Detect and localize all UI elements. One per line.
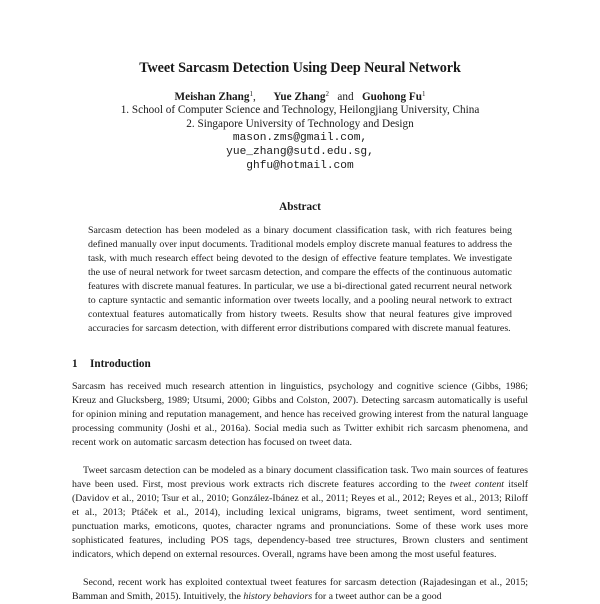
abstract-text: Sarcasm detection has been modeled as a binary document classification task, with rich features being defined manually over input documents. Traditional models employ discrete manual features to address the task, with much research effect being devoted to the design of effective feature templates. We investigate the use of neural network for tweet sarcasm detection, and compare the effects of the continuous automatic features with discrete manual features. In particular, we use a bi-directional gated recurrent neural network to capture syntactic and semantic information over tweets locally, and a pooling neural network to extract contextual features automatically from history tweets. Results show that neural features give improved accuracies for sarcasm detection, with different error distributions compared with discrete manual features. [88, 225, 512, 334]
author-name: Guohong Fu [361, 91, 422, 103]
author-separator: , [252, 91, 256, 103]
author-affiliation-mark: 1 [249, 90, 253, 98]
section-number: 1 [72, 358, 78, 370]
abstract-heading: Abstract [279, 201, 321, 213]
author-affiliation-mark: 1 [421, 90, 426, 98]
author-list [0, 90, 600, 104]
author-and: and [337, 91, 354, 103]
paragraph-text: Sarcasm has received much research attention in linguistics, psychology and cognitive science (Gibbs, 1986; Kreuz and Glucksberg, 1989; Utsumi, 2000; Gibbs and Colston, 2007). Detecting sarcasm automatically is useful for opinion mining and reputation management, and hence has received growing interest from the natural language processing community (Joshi et al., 2016a). Social media such as Twitter exhibit rich sarcasm phenomena, and recent work on automatic sarcasm detection has focused on tweet data. [72, 381, 528, 448]
emphasis-text: tweet content [449, 479, 505, 490]
author-email: ghfu@hotmail.com [246, 160, 354, 172]
author-affiliation-mark: 2 [325, 90, 329, 98]
paragraph-text: Second, recent work has exploited contextual tweet features for sarcasm detection (Rajadesingan et al., 2015; Bamman and Smith, 2015). Intuitively, the history behaviors for a tweet author can be a good [72, 577, 528, 602]
author-email: mason.zms@gmail.com, [232, 132, 368, 144]
affiliation-line: 1. School of Computer Science and Technology, Heilongjiang University, China [120, 104, 480, 116]
author-name: Yue Zhang [273, 91, 326, 103]
paper-title: Tweet Sarcasm Detection Using Deep Neural Network [139, 60, 461, 76]
author-name: Meishan Zhang [174, 91, 250, 103]
body-paragraph [72, 380, 528, 450]
section-heading [72, 358, 151, 370]
author-email: yue_zhang@sutd.edu.sg, [226, 146, 374, 158]
affiliation-line: 2. Singapore University of Technology and Design [186, 118, 414, 130]
paragraph-text: Tweet sarcasm detection can be modeled as a binary document classification task. Two main sources of features have been used. First, most previous work extracts rich discrete features according to the tweet content itself (Davidov et al., 2010; Tsur et al., 2010; González-Ibánez et al., 2011; Reyes et al., 2012; Reyes et al., 2013; Riloff et al., 2013; Ptáček et al., 2014), including lexical unigrams, bigrams, tweet sentiment, word sentiment, punctuation marks, emoticons, quotes, character ngrams and pronunciations. Some of these work uses more sophisticated features, including POS tags, dependency-based tree structures, Brown clusters and sentiment indicators, which depend on external resources. Overall, ngrams have been among the most useful features. [72, 465, 528, 560]
section-title: Introduction [90, 358, 151, 370]
body-paragraph [72, 464, 528, 562]
emphasis-text: history behaviors [243, 591, 313, 602]
